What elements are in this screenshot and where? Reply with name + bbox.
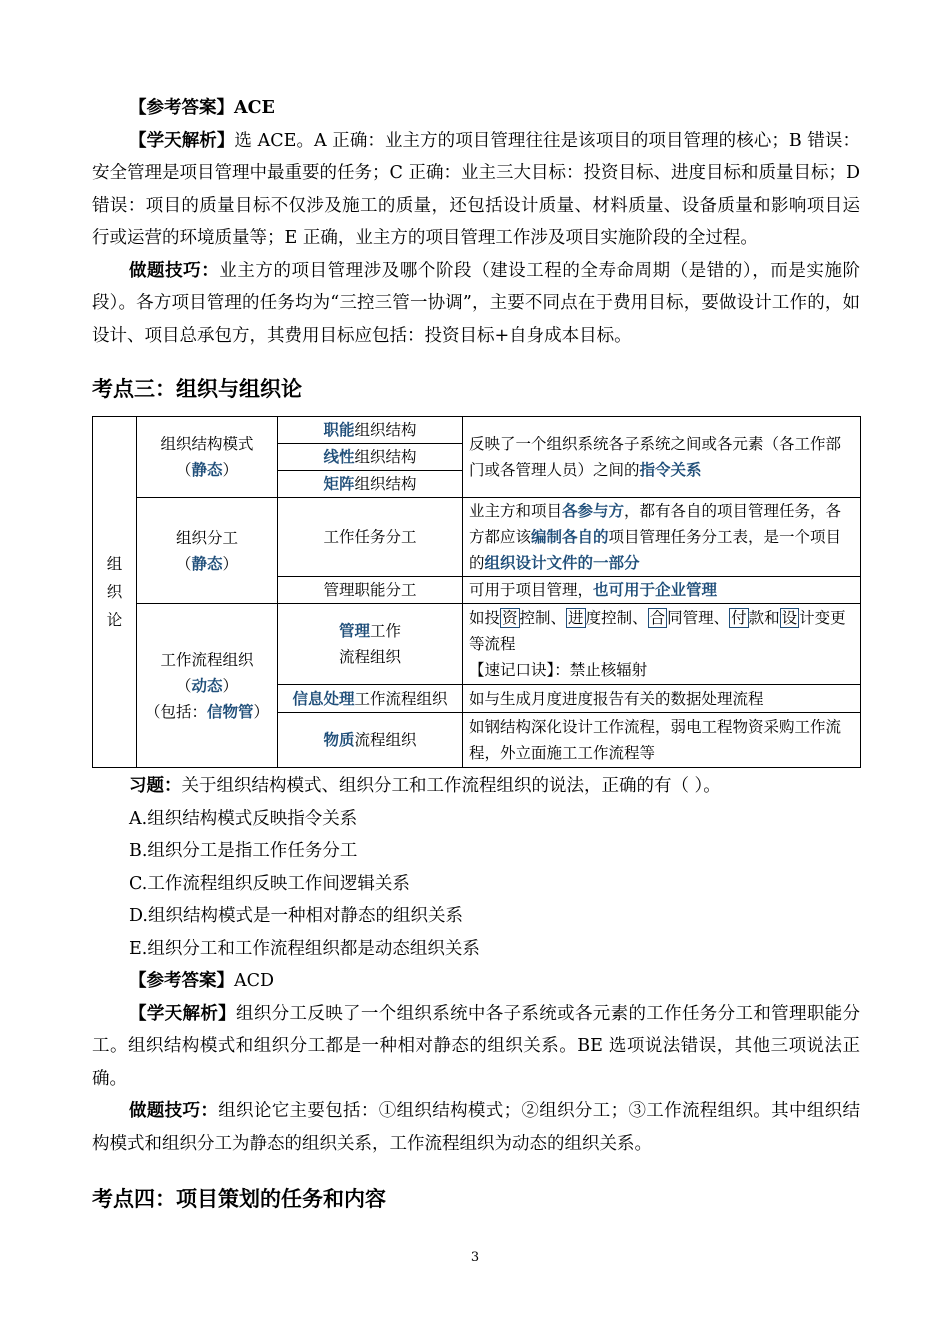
option-a: A.组织结构模式反映指令关系 — [129, 808, 358, 829]
function-division-description: 可用于项目管理，也可用于企业管理 — [463, 577, 861, 604]
task-division-description: 业主方和项目各参与方，都有各自的项目管理任务，各方都应该编制各自的项目管理任务分工表，是一个项目的组织设计文件的一部分 — [463, 498, 861, 577]
answer-line-1: 【参考答案】ACE — [129, 98, 275, 118]
page-content — [92, 92, 860, 1214]
group-workflow: 工作流程组织 （动态） （包括：信物管） — [137, 604, 278, 768]
info-processing-workflow: 信息处理工作流程组织 — [278, 685, 463, 713]
mnemonic: 【速记口诀】：禁止核辐射 — [469, 661, 648, 679]
option-d: D.组织结构模式是一种相对静态的组织关系 — [129, 906, 463, 926]
matrix-structure: 矩阵组织结构 — [278, 471, 463, 498]
material-workflow-description: 如钢结构深化设计工作流程，弱电工程物资采购工作流程，外立面施工工作流程等 — [463, 713, 861, 768]
structure-description: 反映了一个组织系统各子系统之间或各元素（各工作部门或各管理人员）之间的指令关系 — [463, 417, 861, 498]
page-number: 3 — [470, 1250, 480, 1265]
answer-line-2: 【参考答案】ACD — [129, 971, 275, 991]
analysis-paragraph-2: 【学天解析】组织分工反映了一个组织系统中各子系统或各元素的工作任务分工和管理职能分工。组织结构模式和组织分工都是一种相对静态的组织关系。BE 选项说法错误，其他三项说法正确。 — [92, 1003, 861, 1089]
root-cell: 组 织 论 — [93, 417, 137, 768]
analysis-paragraph-1: 【学天解析】选 ACE。A 正确：业主方的项目管理往往是该项目的项目管理的核心；B 错误：安全管理是项目管理中最重要的任务；C 正确：业主三大目标：投资目标、进度目标和质量目标；D 错误：项目的质量目标不仅涉及施工的质量，还包括设计质量、材料质量、设备质量和影响项目运行或运营的环境质量等；E 正确，业主方的项目管理工作涉及项目实施阶段的全过程。 — [92, 130, 860, 248]
tip-paragraph-1: 做题技巧：业主方的项目管理涉及哪个阶段（建设工程的全寿命周期（是错的），而是实施阶段）。各方项目管理的任务均为“三控三管一协调”，主要不同点在于费用目标，要做设计工作的，如设计、项目总承包方，其费用目标应包括：投资目标+自身成本目标。 — [92, 260, 860, 346]
group-structure-mode: 组织结构模式 （静态） — [137, 417, 278, 498]
option-b: B.组织分工是指工作任务分工 — [129, 841, 358, 861]
task-division: 工作任务分工 — [278, 498, 463, 577]
functional-structure: 职能组织结构 — [278, 417, 463, 444]
exercise-question: 习题：关于组织结构模式、组织分工和工作流程组织的说法，正确的有（ ）。 — [129, 776, 721, 796]
linear-structure: 线性组织结构 — [278, 444, 463, 471]
info-processing-description: 如与生成月度进度报告有关的数据处理流程 — [463, 685, 861, 713]
organization-theory-table — [92, 416, 861, 768]
section-4-heading: 考点四：项目策划的任务和内容 — [92, 1186, 386, 1211]
management-workflow: 管理工作 流程组织 — [278, 604, 463, 685]
section-3-heading: 考点三：组织与组织论 — [92, 376, 302, 401]
option-c: C.工作流程组织反映工作间逻辑关系 — [129, 873, 410, 894]
material-workflow: 物质流程组织 — [278, 713, 463, 768]
tip-paragraph-2: 做题技巧：组织论它主要包括：①组织结构模式；②组织分工；③工作流程组织。其中组织结构模式和组织分工为静态的组织关系，工作流程组织为动态的组织关系。 — [92, 1101, 860, 1154]
function-division: 管理职能分工 — [278, 577, 463, 604]
management-workflow-description: 如投 资 控制、 进 度控制、 合 同管理、 付 款和 设 计变更等流程 【速记口诀】：禁止核辐射 — [463, 604, 861, 685]
option-e: E.组织分工和工作流程组织都是动态组织关系 — [129, 938, 480, 959]
group-division: 组织分工 （静态） — [137, 498, 278, 604]
